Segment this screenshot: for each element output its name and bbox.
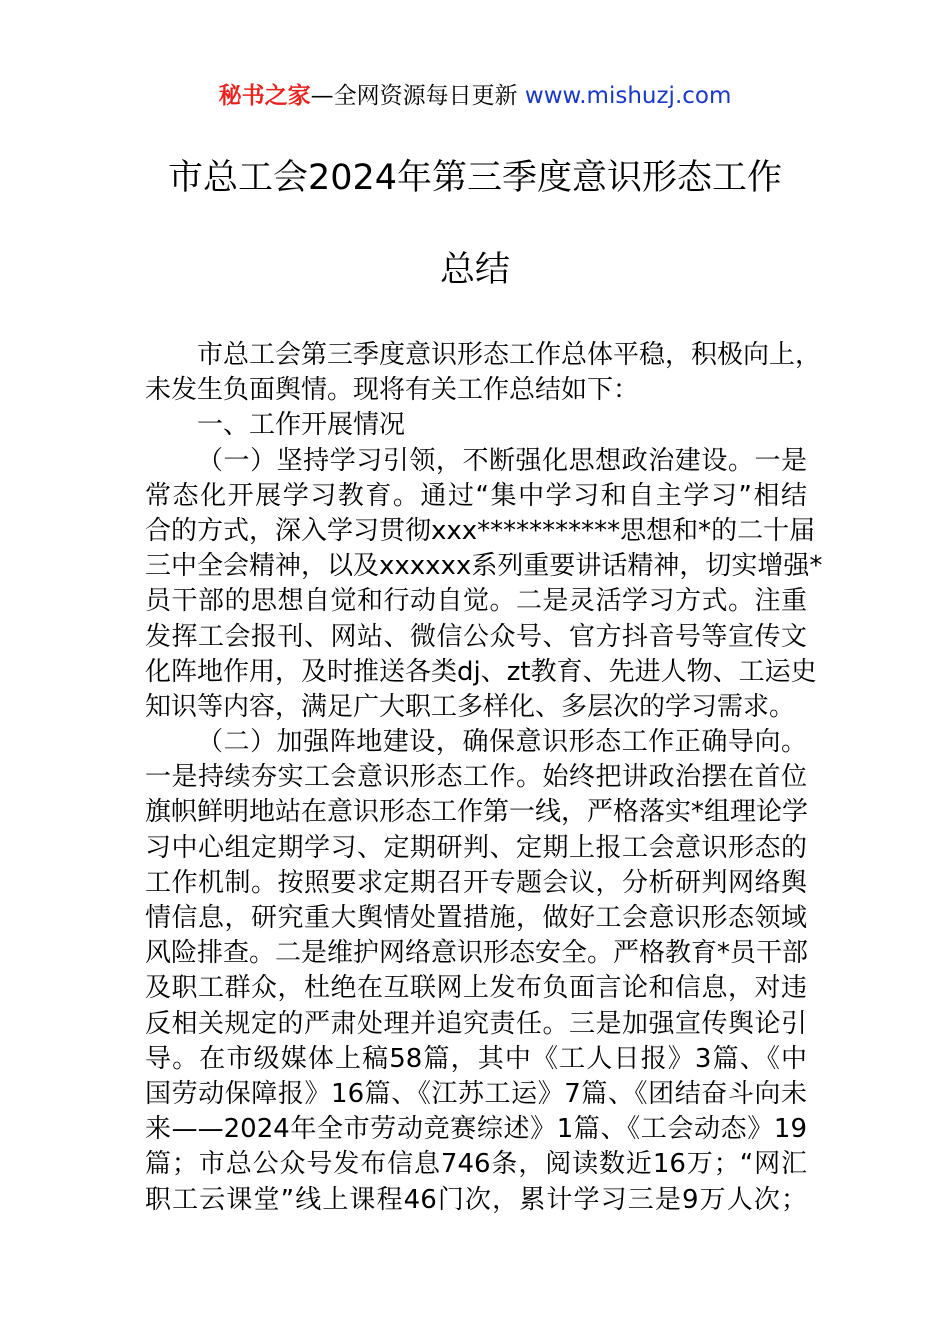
body-line: 来——2024年全市劳动竞赛综述》1篇、《工会动态》19: [145, 1114, 807, 1145]
body-line: 未发生负面舆情。现将有关工作总结如下：: [145, 375, 640, 406]
body-line: 市总工会第三季度意识形态工作总体平稳，积极向上，: [197, 340, 822, 370]
site-url-link[interactable]: www.mishuzj.com: [524, 83, 732, 109]
body-line: 知识等内容，满足广大职工多样化、多层次的学习需求。: [145, 691, 796, 722]
body-line: 合的方式，深入学习贯彻xxx***********思想和*的二十届: [145, 515, 816, 546]
body-line: 国劳动保障报》16篇、《江苏工运》7篇、《团结奋斗向未: [145, 1078, 807, 1109]
body-line: 一是持续夯实工会意识形态工作。始终把讲政治摆在首位: [145, 762, 807, 793]
body-line: 旗帜鲜明地站在意识形态工作第一线，严格落实*组理论学: [145, 797, 809, 828]
body-line: 及职工群众，杜绝在互联网上发布负面言论和信息，对违: [145, 973, 807, 1004]
section-heading: 一、工作开展情况: [197, 410, 406, 441]
body-line: （二）加强阵地建设，确保意识形态工作正确导向。: [197, 727, 807, 758]
body-line: 发挥工会报刊、网站、微信公众号、官方抖音号等宣传文: [145, 621, 807, 652]
document-title-line-2: 总结: [439, 250, 510, 290]
site-brand: 秘书之家: [218, 83, 311, 109]
body-line: 工作机制。按照要求定期召开专题会议，分析研判网络舆: [145, 867, 807, 898]
body-line: 风险排查。二是维护网络意识形态安全。严格教育*员干部: [145, 938, 809, 969]
body-line: 职工云课堂”线上课程46门次，累计学习三是9万人次；: [145, 1184, 807, 1215]
body-line: 情信息，研究重大舆情处置措施，做好工会意识形态领域: [145, 903, 807, 933]
body-line: 员干部的思想自觉和行动自觉。二是灵活学习方式。注重: [145, 586, 807, 617]
body-line: 反相关规定的严肃处理并追究责任。三是加强宣传舆论引: [145, 1008, 807, 1039]
body-line: 篇；市总公众号发布信息746条，阅读数近16万；“网汇: [145, 1149, 807, 1180]
body-line: （一）坚持学习引领，不断强化思想政治建设。一是: [197, 445, 807, 476]
site-tagline: —全网资源每日更新: [310, 83, 525, 109]
body-line: 常态化开展学习教育。通过“集中学习和自主学习”相结: [145, 480, 807, 511]
body-line: 习中心组定期学习、定期研判、定期上报工会意识形态的: [145, 832, 807, 863]
body-line: 导。在市级媒体上稿58篇，其中《工人日报》3篇、《中: [145, 1043, 807, 1074]
body-line: 化阵地作用，及时推送各类dj、zt教育、先进人物、工运史: [145, 656, 817, 687]
site-header: [0, 80, 950, 112]
document-body: [145, 338, 823, 1218]
document-title-line-1: 市总工会2024年第三季度意识形态工作: [167, 158, 783, 198]
body-line: 三中全会精神，以及xxxxxx系列重要讲话精神，切实增强*: [145, 551, 823, 582]
